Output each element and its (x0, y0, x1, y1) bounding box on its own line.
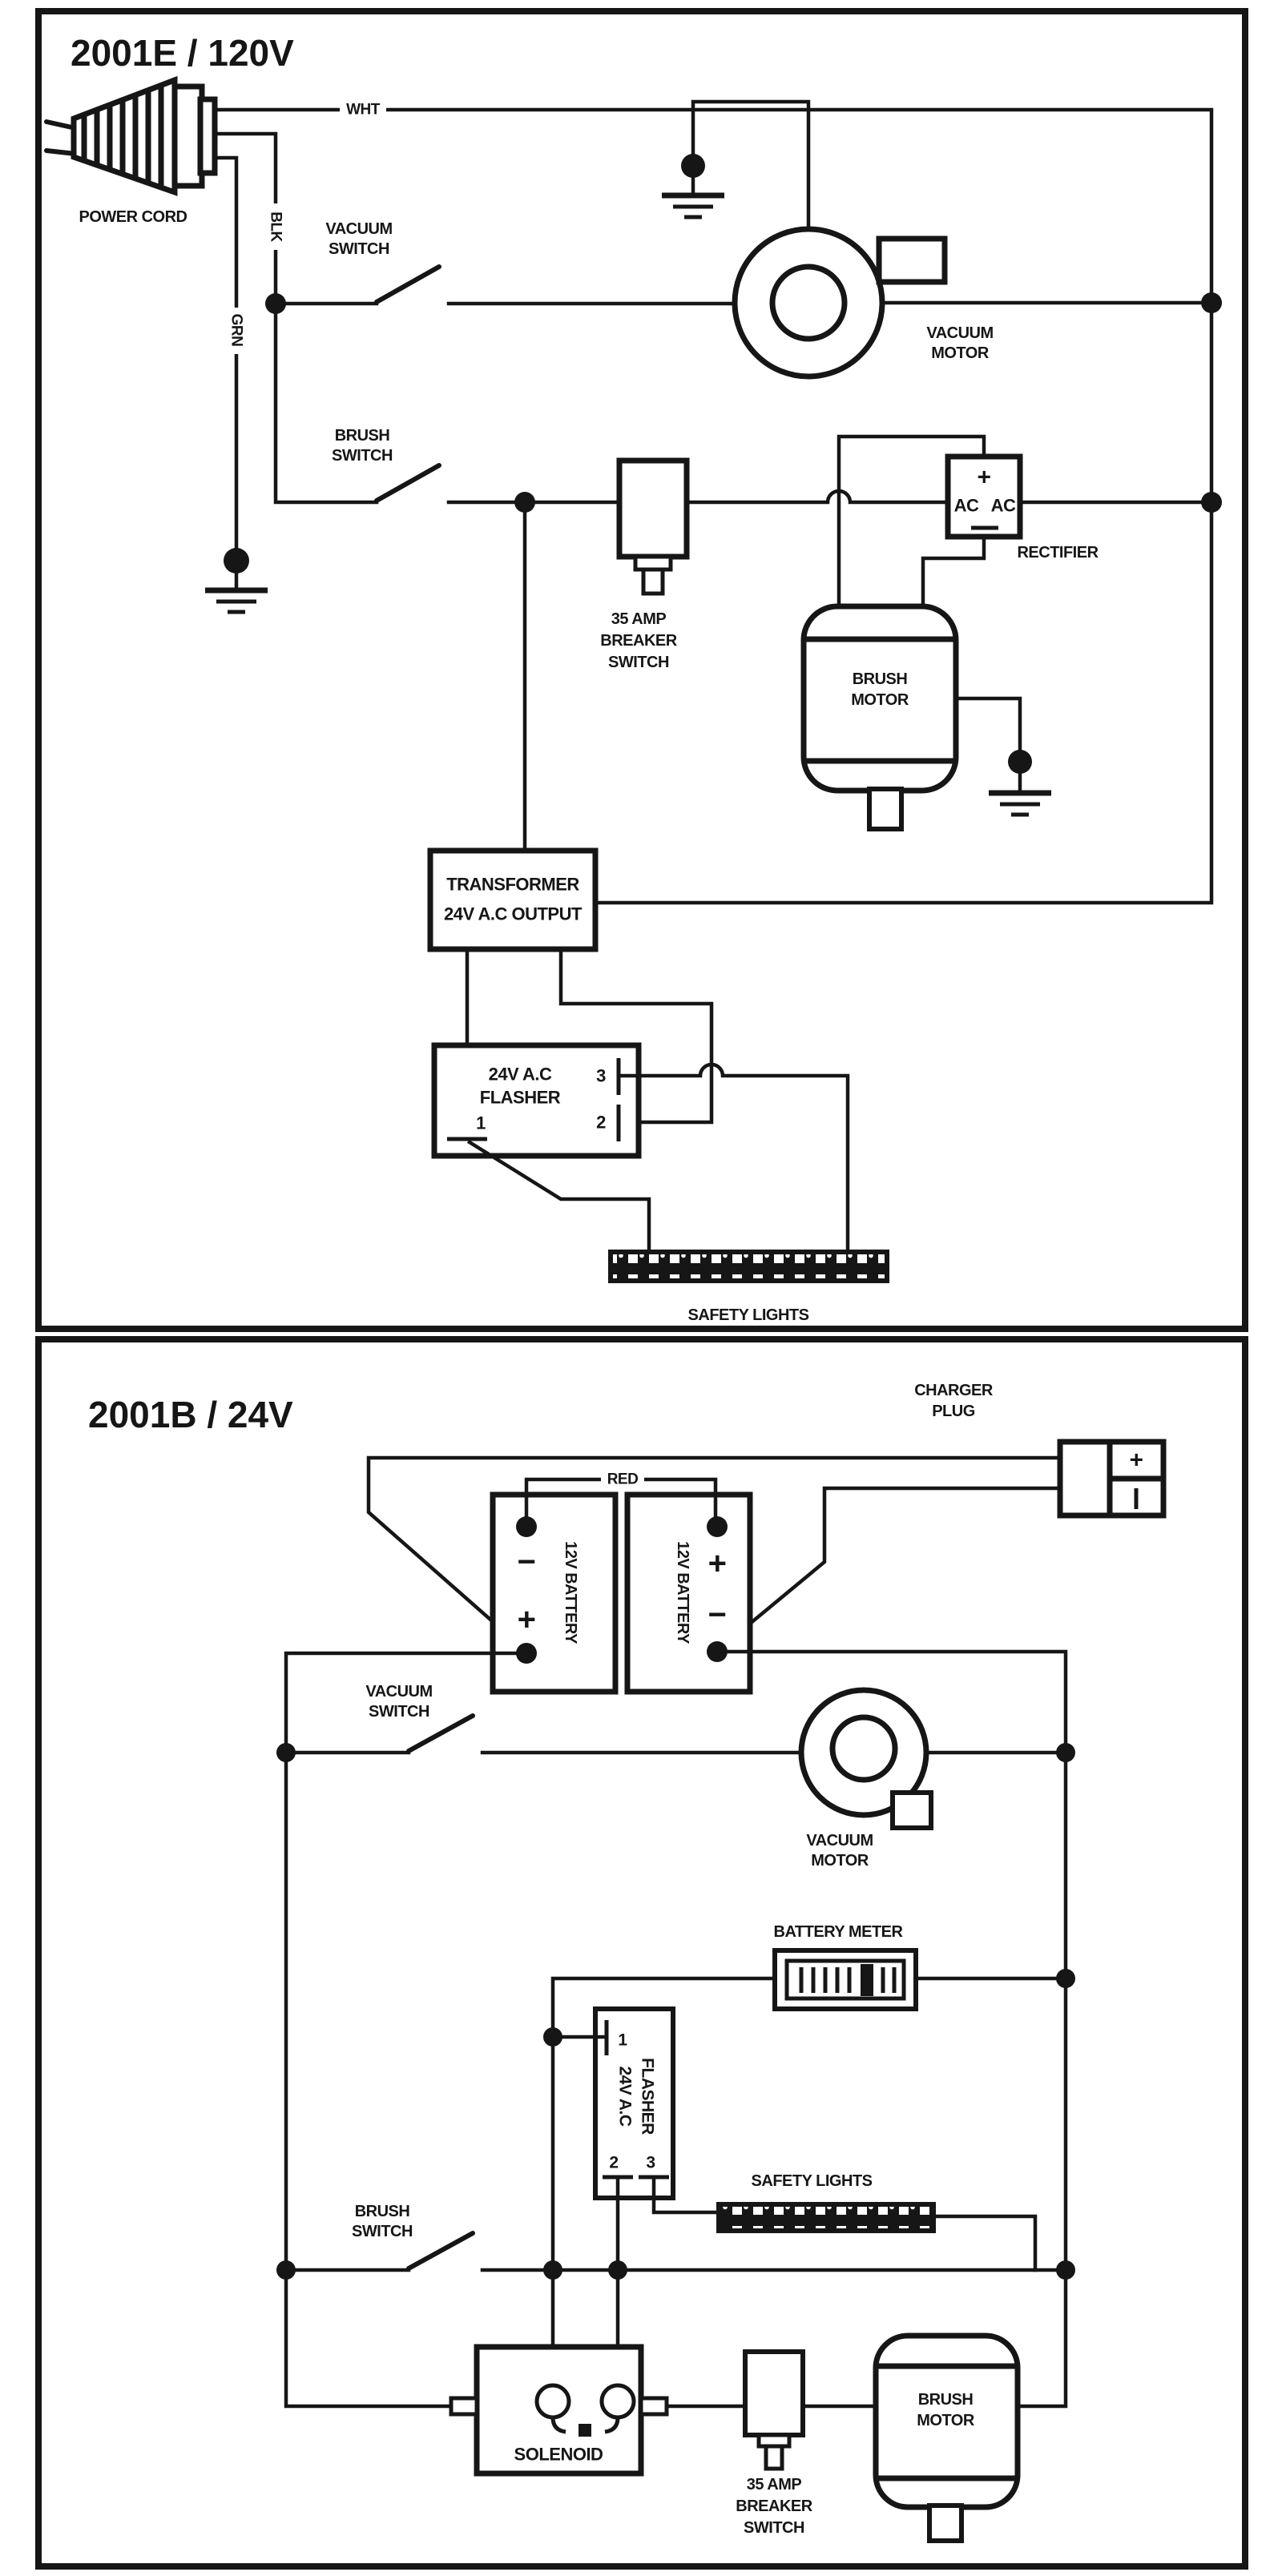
brush-motor2-label-1: BRUSH (917, 2391, 974, 2409)
brush-switch2-label-1: BRUSH (354, 2203, 410, 2220)
grn-label: GRN (228, 313, 245, 347)
vacuum-motor2-label-1: VACUUM (806, 1832, 873, 1849)
transformer-label-1: TRANSFORMER (446, 874, 579, 895)
safety-lights2-label: SAFETY LIGHTS (751, 2172, 873, 2190)
rectifier-ac2: AC (990, 495, 1016, 516)
blk-label: BLK (267, 211, 284, 242)
vacuum-motor-label-2: MOTOR (931, 344, 989, 362)
wht-label: WHT (346, 101, 380, 119)
rectifier-label: RECTIFIER (1017, 544, 1099, 561)
solenoid-label: SOLENOID (514, 2444, 603, 2465)
junction-dot (1056, 2260, 1075, 2280)
vacuum-switch2-label-2: SWITCH (369, 1703, 429, 1721)
flasher1-label-1: 24V A.C (488, 1064, 552, 1085)
safety-lights1-label: SAFETY LIGHTS (687, 1306, 809, 1324)
breaker1-label-1: 35 AMP (611, 610, 667, 628)
transformer-box (430, 851, 595, 949)
breaker2-label-1: 35 AMP (746, 2476, 802, 2493)
vacuum-motor-label-1: VACUUM (926, 324, 994, 342)
flasher2-t3: 3 (646, 2153, 655, 2172)
flasher1-t3: 3 (596, 1065, 606, 1086)
brush-motor1-label-1: BRUSH (852, 670, 908, 688)
transformer-label-2: 24V A.C OUTPUT (444, 904, 582, 924)
flasher2-label-2: FLASHER (638, 2058, 657, 2135)
brush-motor1-label-2: MOTOR (851, 691, 909, 709)
vacuum-motor2-label-2: MOTOR (811, 1852, 869, 1870)
battery-right-top-sign: + (708, 1546, 727, 1581)
safety-lights-strip-1 (611, 1252, 887, 1281)
flasher1-label-2: FLASHER (479, 1087, 561, 1108)
panel-2001e-120v (38, 11, 1245, 1329)
power-cord-label: POWER CORD (79, 208, 187, 226)
charger-plug (1060, 1442, 1163, 1515)
battery-meter-label: BATTERY METER (773, 1923, 903, 1941)
flasher2-label-1: 24V A.C (615, 2066, 635, 2127)
brush-switch2-label-2: SWITCH (352, 2223, 413, 2240)
charger-plug-label-1: CHARGER (914, 1382, 993, 1399)
breaker1-label-3: SWITCH (608, 654, 669, 671)
battery-meter (775, 1950, 916, 2009)
battery-left (493, 1495, 615, 1692)
safety-lights-strip-2 (719, 2204, 933, 2231)
charger-plug-label-2: PLUG (932, 1403, 975, 1420)
battery-left-name: 12V BATTERY (562, 1541, 579, 1644)
panel1-title: 2001E / 120V (71, 32, 294, 74)
breaker2-label-3: SWITCH (744, 2519, 804, 2537)
flasher1-t1: 1 (476, 1113, 486, 1133)
rectifier-ac1: AC (953, 495, 979, 516)
brush-switch-label-2: SWITCH (332, 447, 393, 465)
brush-switch-label-1: BRUSH (334, 427, 390, 445)
red-label: RED (607, 1471, 639, 1488)
junction-dot (1056, 1969, 1075, 1988)
vacuum-switch-label-2: SWITCH (329, 240, 389, 258)
panel-2001b-24v (38, 1339, 1245, 2566)
vacuum-switch-label-1: VACUUM (325, 220, 393, 238)
battery-left-top-sign: − (517, 1544, 536, 1580)
battery-right-bottom-sign: − (708, 1597, 727, 1632)
battery-right-name: 12V BATTERY (674, 1541, 691, 1644)
breaker2-label-2: BREAKER (736, 2498, 812, 2515)
flasher2-t1: 1 (618, 2031, 627, 2050)
charger-plus: + (1129, 1447, 1143, 1474)
breaker1-label-2: BREAKER (600, 632, 677, 650)
junction-dot (1056, 1743, 1075, 1762)
junction-dot (1201, 492, 1222, 513)
brush-motor2-label-2: MOTOR (917, 2412, 974, 2429)
battery-left-bottom-sign: + (517, 1602, 536, 1637)
vacuum-switch2-label-1: VACUUM (365, 1683, 433, 1701)
rectifier-plus: + (977, 464, 991, 491)
junction-dot (1201, 292, 1222, 313)
flasher2-t2: 2 (609, 2153, 619, 2172)
flasher1-t2: 2 (596, 1112, 606, 1133)
panel2-title: 2001B / 24V (88, 1394, 293, 1435)
junction-dot (543, 2260, 562, 2280)
